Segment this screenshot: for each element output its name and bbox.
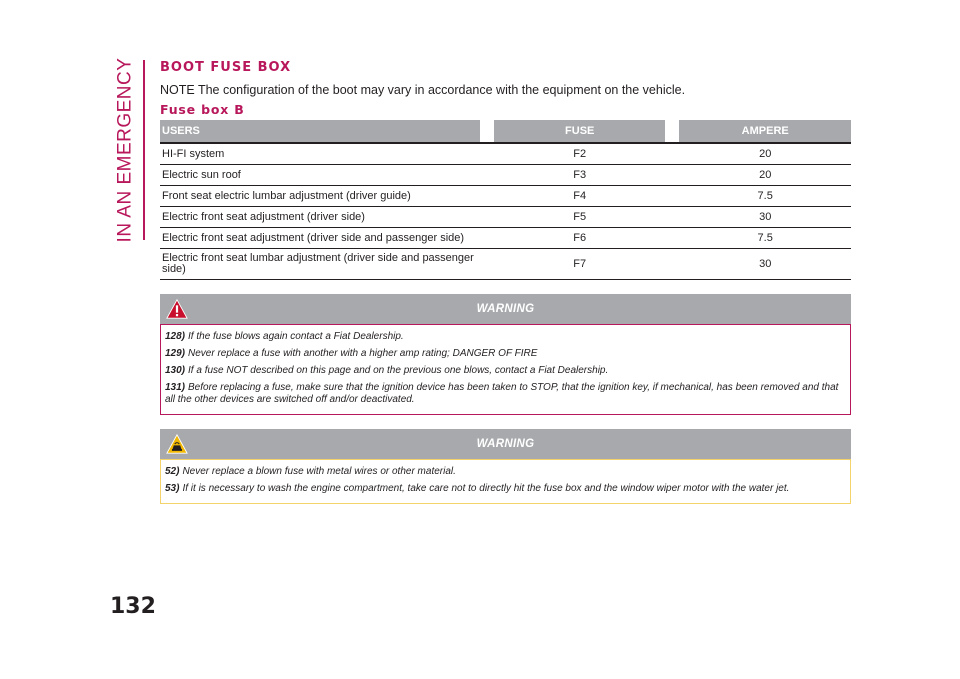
warning-item-text: Before replacing a fuse, make sure that the ignition device has been taken to STOP, that the ignition key, if mechanical, has been removed and that all the other devices are switched off and/or deactivated. bbox=[165, 382, 839, 405]
header-users: USERS bbox=[160, 120, 480, 144]
warning-item-text: Never replace a blown fuse with metal wires or other material. bbox=[182, 466, 456, 477]
section-title: BOOT FUSE BOX bbox=[160, 60, 292, 75]
warning-title: WARNING bbox=[476, 438, 535, 450]
warning-title: WARNING bbox=[476, 303, 535, 315]
header-fuse: FUSE bbox=[494, 120, 665, 144]
danger-triangle-icon bbox=[166, 298, 188, 320]
warning-item bbox=[165, 483, 846, 495]
page-number: 132 bbox=[110, 594, 156, 619]
row-fuse: F3 bbox=[494, 165, 665, 186]
fuse-table bbox=[160, 120, 851, 280]
table-row bbox=[160, 249, 851, 280]
row-fuse: F2 bbox=[494, 144, 665, 165]
fuse-table-header bbox=[160, 120, 851, 144]
row-ampere: 20 bbox=[679, 144, 851, 165]
warning-item bbox=[165, 365, 846, 377]
header-gap bbox=[480, 120, 494, 144]
section-side-tab bbox=[108, 57, 142, 243]
header-ampere: AMPERE bbox=[679, 120, 851, 144]
warning-header-yellow bbox=[160, 429, 851, 459]
row-users: Electric front seat adjustment (driver side and passenger side) bbox=[160, 228, 480, 249]
warning-header-red bbox=[160, 294, 851, 324]
row-users: HI-FI system bbox=[160, 144, 480, 165]
row-ampere: 30 bbox=[679, 207, 851, 228]
row-ampere: 20 bbox=[679, 165, 851, 186]
table-row bbox=[160, 207, 851, 228]
table-row bbox=[160, 165, 851, 186]
row-users: Electric front seat lumbar adjustment (driver side and passenger side) bbox=[160, 249, 480, 280]
warning-item-text: Never replace a fuse with another with a higher amp rating; DANGER OF FIRE bbox=[188, 348, 538, 359]
warning-item-number: 131) bbox=[165, 382, 186, 393]
row-fuse: F4 bbox=[494, 186, 665, 207]
warning-item-number: 128) bbox=[165, 331, 186, 342]
warning-item bbox=[165, 331, 846, 343]
car-warning-icon bbox=[166, 433, 188, 455]
row-ampere: 7.5 bbox=[679, 186, 851, 207]
row-ampere: 7.5 bbox=[679, 228, 851, 249]
header-gap bbox=[665, 120, 679, 144]
section-side-tab-label: IN AN EMERGENCY bbox=[114, 57, 135, 243]
warning-box-yellow bbox=[160, 459, 851, 504]
warning-item-text: If a fuse NOT described on this page and on the previous one blows, contact a Fiat Dealership. bbox=[188, 365, 609, 376]
row-users: Front seat electric lumbar adjustment (driver guide) bbox=[160, 186, 480, 207]
warning-item-text: If it is necessary to wash the engine compartment, take care not to directly hit the fuse box and the window wiper motor with the water jet. bbox=[182, 483, 790, 494]
warning-item bbox=[165, 348, 846, 360]
table-row bbox=[160, 186, 851, 207]
warning-box-red bbox=[160, 324, 851, 415]
page-content bbox=[160, 60, 851, 504]
warning-item-text: If the fuse blows again contact a Fiat Dealership. bbox=[188, 331, 404, 342]
row-ampere: 30 bbox=[679, 249, 851, 280]
section-note: NOTE The configuration of the boot may vary in accordance with the equipment on the vehicle. bbox=[160, 83, 686, 97]
warning-item bbox=[165, 466, 846, 478]
row-fuse: F7 bbox=[494, 249, 665, 280]
row-users: Electric front seat adjustment (driver side) bbox=[160, 207, 480, 228]
warning-item-number: 130) bbox=[165, 365, 186, 376]
section-subtitle: Fuse box B bbox=[160, 102, 245, 117]
warning-item bbox=[165, 382, 846, 406]
row-users: Electric sun roof bbox=[160, 165, 480, 186]
warning-item-number: 129) bbox=[165, 348, 186, 359]
row-fuse: F6 bbox=[494, 228, 665, 249]
side-divider bbox=[143, 60, 145, 240]
warning-item-number: 53) bbox=[165, 483, 180, 494]
warning-item-number: 52) bbox=[165, 466, 180, 477]
row-fuse: F5 bbox=[494, 207, 665, 228]
table-row bbox=[160, 228, 851, 249]
table-row bbox=[160, 144, 851, 165]
